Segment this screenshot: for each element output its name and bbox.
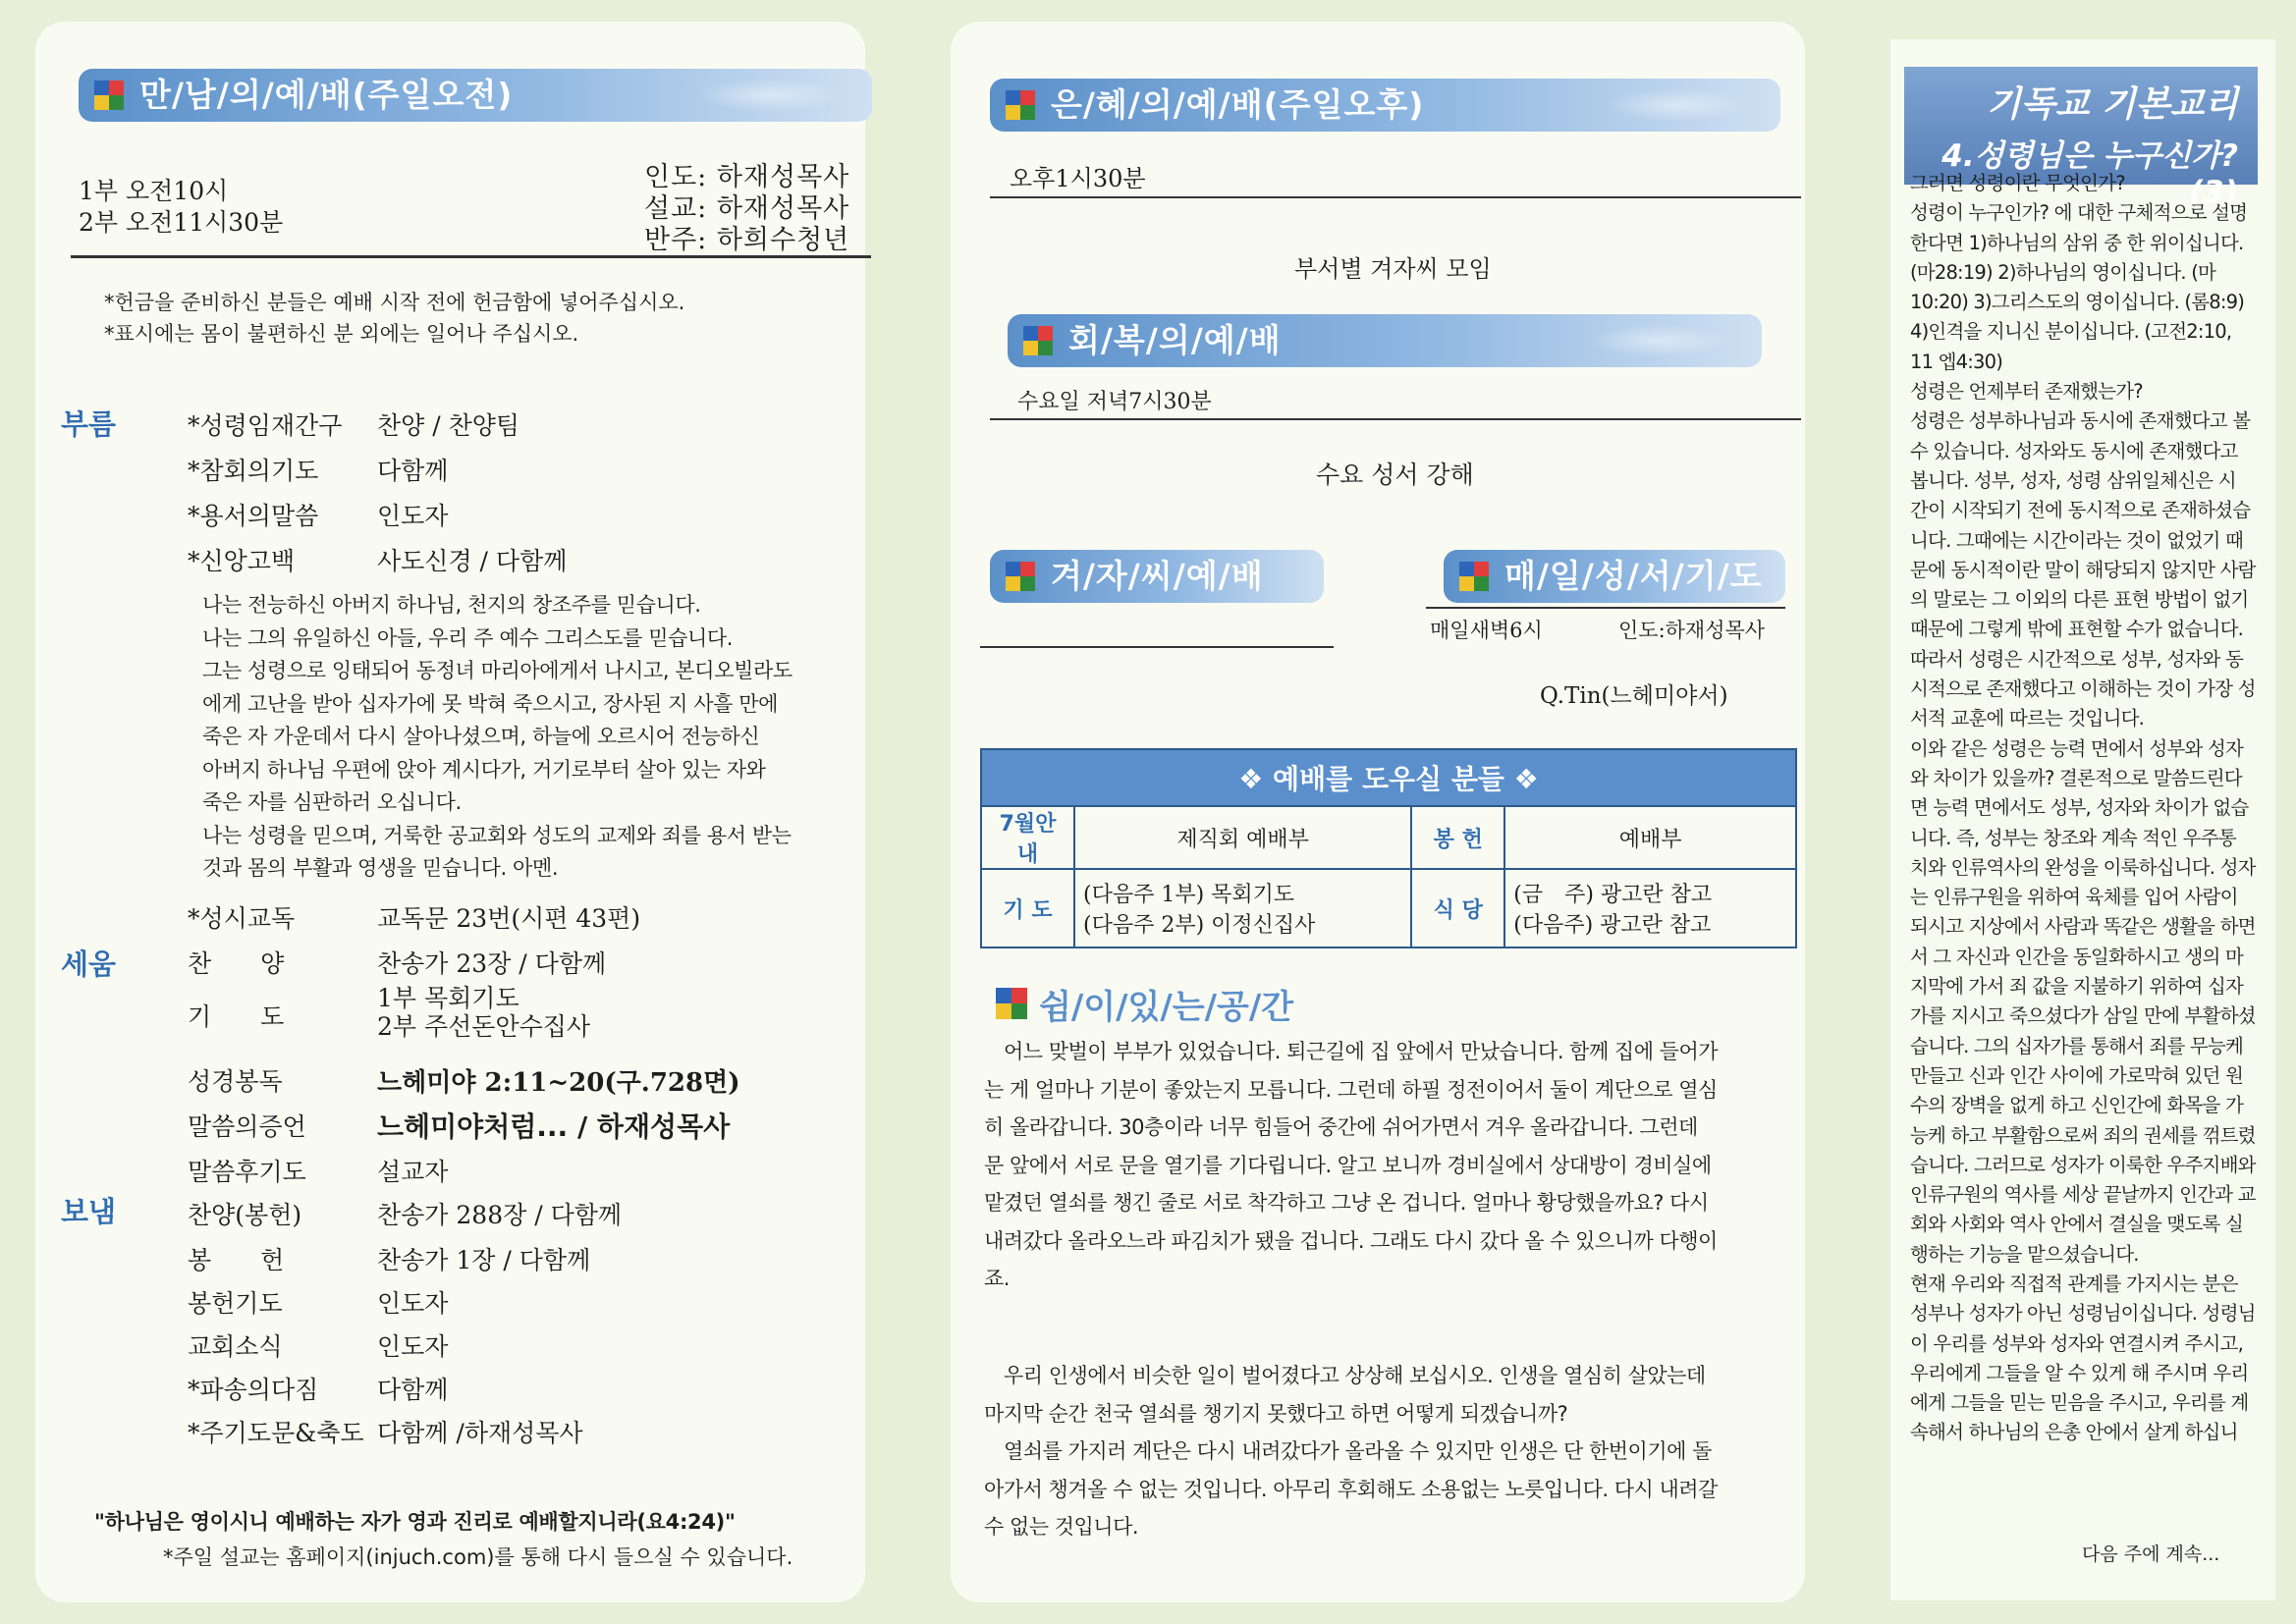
- helpers-title: ❖ 예배를 도우실 분들 ❖: [981, 749, 1796, 806]
- order-item: *용서의말씀: [188, 502, 319, 530]
- service-time-1: 1부 오전10시: [79, 177, 229, 205]
- order-item: *파송의다짐: [188, 1376, 319, 1404]
- service-time-2: 2부 오전11시30분: [79, 208, 284, 237]
- helpers-col2: 예배부: [1504, 806, 1796, 869]
- morning-worship-panel: [35, 22, 865, 1602]
- recovery-desc: 수요 성서 강해: [1316, 460, 1474, 489]
- leaf-ornament-icon: [1585, 324, 1732, 357]
- doctrine-title: 기독교 기본교리: [1987, 84, 2238, 125]
- doctrine-header: [1904, 67, 2258, 210]
- order-item: *성령임재간구: [188, 411, 343, 440]
- standing-note: *표시에는 몸이 불편하신 분 외에는 일어나 주십시오.: [104, 322, 579, 346]
- daily-prayer-header: 매/일/성/서/기/도: [1444, 550, 1785, 603]
- order-item: 봉헌기도: [188, 1289, 283, 1318]
- order-value: 찬송가 288장 / 다함께: [377, 1201, 623, 1229]
- offering-note: *헌금을 준비하신 분들은 예배 시작 전에 헌금함에 넣어주십시오.: [104, 291, 685, 314]
- leaf-ornament-icon: [695, 79, 843, 112]
- afternoon-time: 오후1시30분: [1010, 165, 1146, 192]
- daily-leader: 인도:하재성목사: [1618, 619, 1766, 642]
- order-item: 찬 양: [188, 949, 285, 978]
- order-value: 인도자: [377, 502, 449, 530]
- cafeteria-cell: (금 주) 광고란 참고 (다음주) 광고란 참고: [1504, 869, 1796, 947]
- order-item: 말씀후기도: [188, 1158, 306, 1186]
- colorblock-icon: [94, 81, 124, 110]
- colorblock-icon: [1023, 326, 1053, 355]
- rest-space-header: 쉼/이/있/는/공/간: [996, 980, 1293, 1028]
- order-value: 1부 목회기도: [377, 984, 519, 1012]
- order-value: 사도신경 / 다함께: [377, 547, 568, 575]
- doctrine-panel: [1890, 39, 2275, 1600]
- order-value: 찬송가 1장 / 다함께: [377, 1246, 591, 1274]
- order-item: 봉 헌: [188, 1246, 285, 1274]
- helpers-col1: 제직회 예배부: [1074, 806, 1411, 869]
- offering-label: 봉 헌: [1411, 806, 1504, 869]
- divider: [71, 255, 871, 258]
- order-item: 기 도: [188, 1002, 285, 1031]
- preacher-text: 설교: 하재성목사: [644, 193, 850, 224]
- divider: [990, 196, 1801, 198]
- morning-worship-header: 만/남/의/예/배(주일오전): [79, 69, 872, 122]
- leader-text: 인도: 하재성목사: [644, 162, 850, 192]
- helpers-table: [980, 748, 1797, 948]
- colorblock-icon: [1459, 562, 1489, 591]
- order-item: 말씀의증언: [188, 1112, 306, 1141]
- leaf-ornament-icon: [1604, 88, 1751, 122]
- order-value: 다함께 /하재성목사: [377, 1419, 583, 1447]
- services-panel: [951, 22, 1805, 1602]
- rest-story-p1: 어느 맞벌이 부부가 있었습니다. 퇴근길에 집 앞에서 만났습니다. 함께 집에 들어가 는 게 얼마나 기분이 좋았는지 모릅니다. 그런데 하필 정전이어서 둘이 계단으로 열심 히 올라갑니다. 30층이라 너무 힘들어 중간에 쉬어가면서 겨우 올라갑니다. 그런데 문 앞에서 서로 문을 열기를 기다립니다. 알고 보니까 경비실에서 상대방이 경비실에 맡겼던 열쇠를 챙긴 줄로 서로 착각하고 그냥 온 겁니다. 얼마나 황당했을까요? 다시 내려갔다 올라오느라 파김치가 됐을 겁니다. 그래도 다시 갔다 올 수 있으니까 다행이 죠.: [984, 1040, 1719, 1290]
- prayer-label: 기 도: [981, 869, 1074, 947]
- order-item: *신앙고백: [188, 547, 296, 575]
- order-value: 설교자: [377, 1158, 449, 1186]
- qt-text: Q.Tin(느헤미야서): [1540, 683, 1728, 709]
- apostles-creed: 나는 전능하신 아버지 하나님, 천지의 창조주를 믿습니다. 나는 그의 유일하신 아들, 우리 주 예수 그리스도를 믿습니다. 그는 성령으로 잉태되어 동정녀 마리아에게서 나시고, 본디오빌라도 에게 고난을 받아 십자가에 못 박혀 죽으시고, 장사된 지 사흘 만에 죽은 자 가운데서 다시 살아나셨으며, 하늘에 오르시어 전능하신 아버지 하나님 우편에 앉아 계시다가, 거기로부터 살아 있는 자와 죽은 자를 심판하러 오십니다. 나는 성령을 믿으며, 거룩한 공교회와 성도의 교제와 죄를 용서 받는 것과 몸의 부활과 영생을 믿습니다. 아멘.: [202, 593, 793, 880]
- order-value: 찬송가 23장 / 다함께: [377, 949, 607, 978]
- order-value: 2부 주선돈안수집사: [377, 1012, 591, 1041]
- homepage-note: *주일 설교는 홈페이지(injuch.com)를 통해 다시 들으실 수 있습니다.: [163, 1545, 793, 1569]
- order-item: *성시교독: [188, 904, 296, 933]
- colorblock-icon: [1006, 562, 1035, 591]
- prayer-cell: (다음주 1부) 목회기도 (다음주 2부) 이정신집사: [1074, 869, 1411, 947]
- order-value: 인도자: [377, 1332, 449, 1361]
- order-item: 교회소식: [188, 1332, 283, 1361]
- section-call: 부름: [61, 407, 117, 441]
- recovery-worship-header: 회/복/의/예/배: [1008, 314, 1762, 367]
- daily-time: 매일새벽6시: [1430, 619, 1543, 642]
- order-value: 인도자: [377, 1289, 449, 1318]
- order-item: 찬양(봉헌): [188, 1201, 302, 1229]
- scripture-verse: "하나님은 영이시니 예배하는 자가 영과 진리로 예배할지니라(요4:24)": [94, 1510, 736, 1534]
- doctrine-subtitle: 4.성령님은 누구신가?(3): [1941, 138, 2238, 210]
- divider: [990, 418, 1801, 420]
- order-value: 다함께: [377, 457, 449, 485]
- afternoon-worship-header: 은/혜/의/예/배(주일오후): [990, 79, 1780, 132]
- divider: [980, 646, 1334, 648]
- colorblock-icon: [1006, 90, 1035, 120]
- order-item: *주기도문&축도: [188, 1419, 364, 1447]
- order-value: 찬양 / 찬양팀: [377, 411, 520, 440]
- section-send: 보냄: [61, 1195, 117, 1228]
- order-value: 교독문 23번(시편 43편): [377, 904, 641, 933]
- colorblock-icon: [996, 988, 1027, 1019]
- sermon-title: 느헤미야처럼... / 하재성목사: [377, 1110, 731, 1143]
- divider: [1426, 607, 1785, 609]
- recovery-time: 수요일 저녁7시30분: [1017, 390, 1212, 414]
- order-value: 다함께: [377, 1376, 449, 1404]
- order-item: *참회의기도: [188, 457, 319, 485]
- accompanist-text: 반주: 하희수청년: [644, 225, 850, 255]
- continued-note: 다음 주에 계속...: [2082, 1543, 2220, 1565]
- rest-story-p2: 우리 인생에서 비슷한 일이 벌어졌다고 상상해 보십시오. 인생을 열심히 살았는데 마지막 순간 천국 열쇠를 챙기지 못했다고 하면 어떻게 되겠습니까? 열쇠를 가지러 계단은 다시 내려갔다가 올라올 수 있지만 인생은 단 한번이기에 돌 아가서 챙겨올 수 없는 것입니다. 아무리 후회해도 소용없는 노릇입니다. 다시 내려갈 수 없는 것입니다.: [984, 1364, 1718, 1539]
- scripture-reading: 느헤미야 2:11~20(구.728면): [377, 1068, 740, 1098]
- doctrine-text: 그러면 성령이란 무엇인가? 성령이 누구인가? 에 대한 구체적으로 설명 한다면 1)하나님의 삼위 중 한 위이십니다. (마28:19) 2)하나님의 영이십니다. (마 10:20) 3)그리스도의 영이십니다. (롬8:9) 4)인격을 지니신 분이십니다. (고전2:10, 11 엡4:30) 성령은 언제부터 존재했는가? 성령은 성부하나님과 동시에 존재했다고 볼 수 있습니다. 성자와도 동시에 존재했다고 봅니다. 성부, 성자, 성령 삼위일체신은 시 간이 시작되기 전에 동시적으로 존재하셨습 니다. 그때에는 시간이라는 것이 없었기 때 문에 동시적이란 말이 해당되지 않지만 사람 의 말로는 그 이외의 다른 표현 방법이 없기 때문에 그렇게 밖에 표현할 수가 없습니다. 따라서 성령은 시간적으로 성부, 성자와 동 시적으로 존재했다고 이해하는 것이 가장 성 서적 교훈에 따르는 것입니다. 이와 같은 성령은 능력 면에서 성부와 성자 와 차이가 있을까? 결론적으로 말씀드린다 면 능력 면에서도 성부, 성자와 차이가 없습 니다. 즉, 성부는 창조와 계속 적인 우주통 치와 인류역사의 완성을 이룩하십니다. 성자 는 인류구원을 위하여 육체를 입어 사람이 되시고 지상에서 사람과 똑같은 생활을 하면 서 그 자신과 인간을 동일화하시고 생의 마 지막에 가서 죄 값을 지불하기 위하여 십자 가를 지시고 죽으셨다가 삼일 만에 부활하셨 습니다. 그의 십자가를 통해서 죄를 무능케 만들고 신과 인간 사이에 가로막혀 있던 원 수의 장벽을 없게 하고 신인간에 화목을 가 능케 하고 부활함으로써 죄의 권세를 꺾트렸 습니다. 그러므로 성자가 이룩한 우주지배와 인류구원의 역사를 세상 끝날까지 인간과 교 회와 사회와 역사 안에서 결실을 맺도록 실 행하는 기능을 맡으셨습니다. 현재 우리와 직접적 관계를 가지시는 분은 성부나 성자가 아닌 성령님이십니다. 성령님 이 우리를 성부와 성자와 연결시켜 주시고, 우리에게 그들을 알 수 있게 해 주시며 우리 에게 그들을 믿는 믿음을 주시고, 우리를 계 속해서 하나님의 은총 안에서 살게 하십니: [1910, 172, 2256, 1444]
- section-edify: 세움: [61, 947, 117, 981]
- mustard-worship-header: 겨/자/씨/예/배: [990, 550, 1324, 603]
- cafeteria-label: 식 당: [1411, 869, 1504, 947]
- order-item: 성경봉독: [188, 1067, 283, 1096]
- month-label: 7월안내: [981, 806, 1074, 869]
- afternoon-desc: 부서별 겨자씨 모임: [1294, 255, 1492, 283]
